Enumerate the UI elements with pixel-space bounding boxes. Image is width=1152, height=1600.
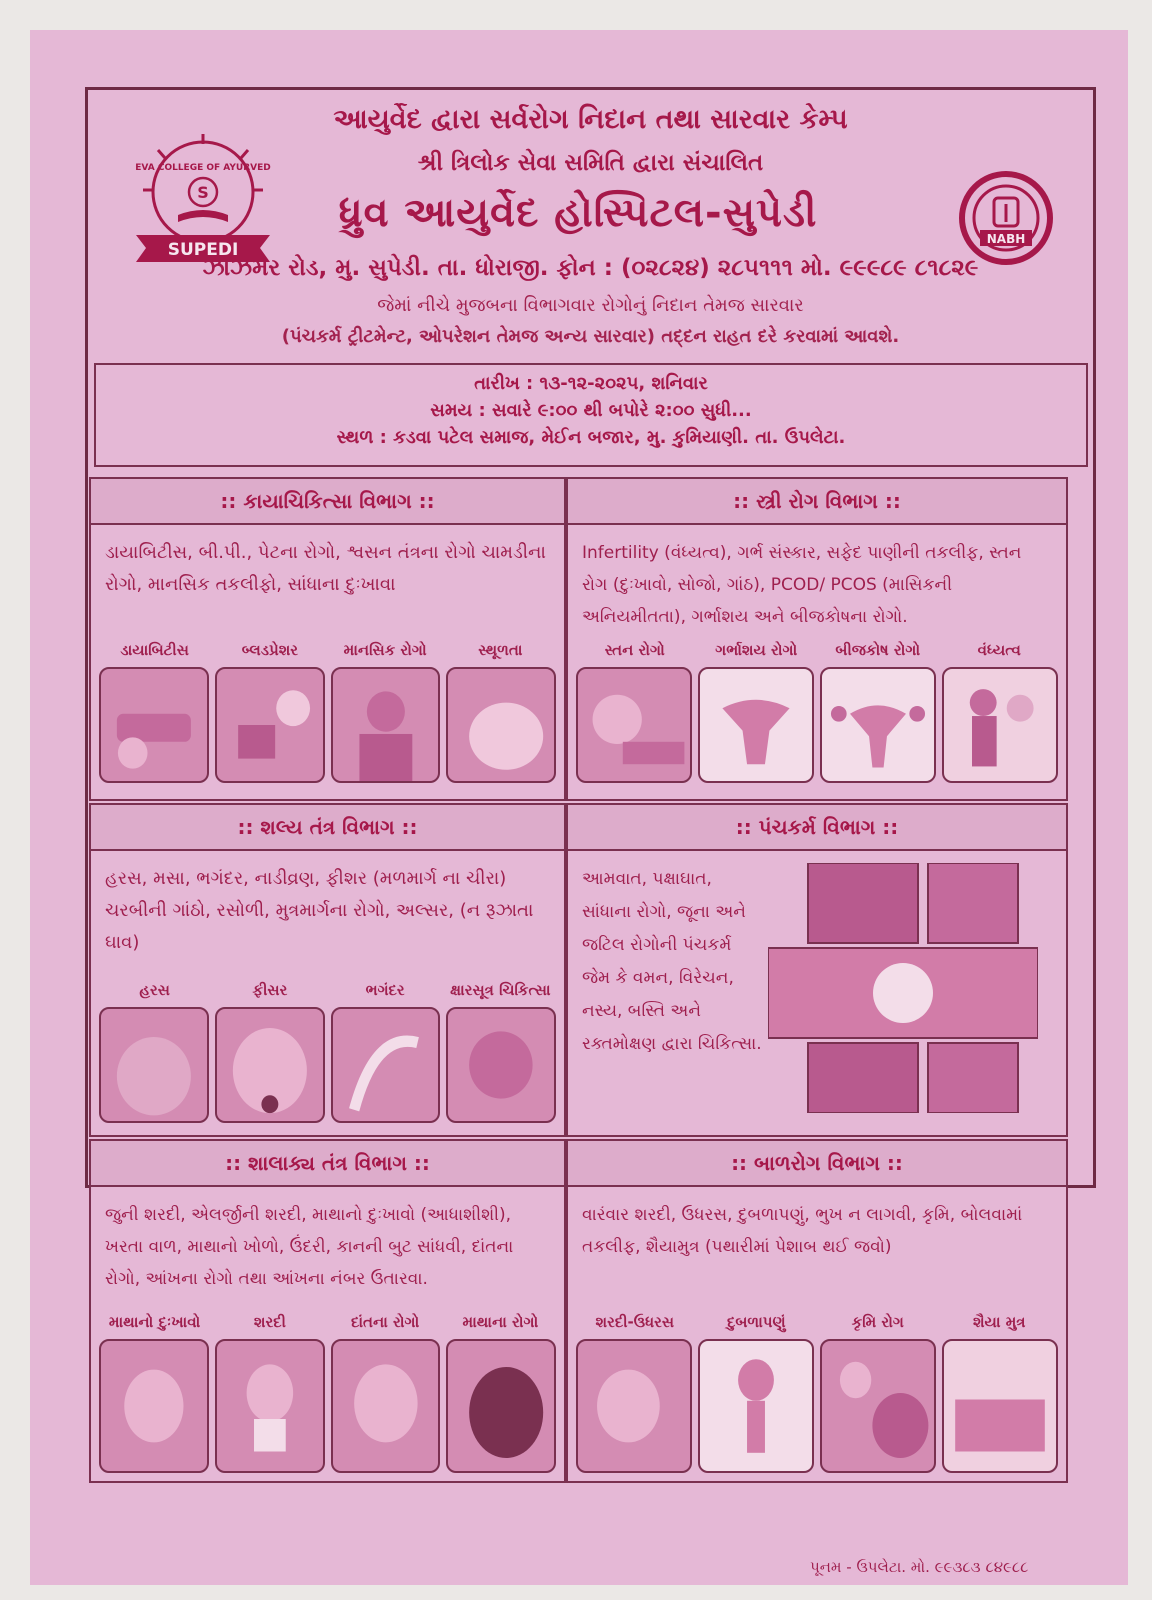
address-line: ઝાંઝમેર રોડ, મુ. સુપેડી. તા. ધોરાજી. ફોન : (૦૨૮૨૪) ૨૮૫૧૧૧ મો. ૯૯૯૮૯ ૮૧૮૨૯ [202,255,979,281]
label-ovary: બીજકોષ રોગો [835,641,921,659]
label-mental: માનસિક રોગો [343,641,427,659]
section-stri [566,477,1068,801]
label-cough: શરદી-ઉધરસ [595,1313,674,1331]
label-fissure: ફીસર [252,981,288,999]
college-name: SUPEDI [167,240,239,260]
worms-illustration [820,1339,936,1473]
section-balrog-labels [568,1313,1066,1331]
infertility-illustration [942,667,1058,783]
ksharsutra-illustration [446,1007,556,1123]
fistula-illustration [331,1007,441,1123]
printer-credit: પૂનમ - ઉપલેટા. મો. ૯૯૩૮૩ ૮૪૯૮૮ [810,1558,1029,1576]
breast-photo [576,667,692,783]
piles-illustration [99,1007,209,1123]
section-shalya-text: હરસ, મસા, ભગંદર, નાડીવ્રણ, ફીશર (મળમાર્ગ ના ચીરા) ચરબીની ગાંઠો, રસોળી, મુત્રમાર્ગના રોગો, અલ્સર, (ન રૂઝાતા ઘાવ) [105,868,534,953]
info-line-2: (પંચકર્મ ટ્રીટમેન્ટ, ઓપરેશન તેમજ અન્ય સારવાર) તદ્દન રાહત દરે કરવામાં આવશે. [281,326,900,347]
label-diabetes: ડાયાબિટીસ [120,641,189,659]
label-blood-pressure: બ્લડપ્રેશર [241,641,299,659]
organizer-line: શ્રી ત્રિલોક સેવા સમિતિ દ્વારા સંચાલિત [417,150,764,176]
section-shalakya-title: :: શાલાક્ય તંત્ર વિભાગ :: [91,1141,564,1187]
section-shalya [89,803,566,1137]
label-scalp: માથાના રોગો [462,1313,539,1331]
section-stri-text: Infertility (વંધ્યત્વ), ગર્ભ સંસ્કાર, સફેદ પાણીની તકલીફ, સ્તન રોગ (દુઃખાવો, સોજો, ગાંઠ), PCOD/ PCOS (માસિકની અનિયમીતતા), ગર્ભાશય અને બીજકોષના રોગો. [582,543,1022,627]
info-line-1: જેમાં નીચે મુજબના વિભાગવાર રોગોનું નિદાન તેમજ સારવાર [377,295,804,316]
label-infertility: વંધ્યત્વ [977,641,1021,659]
college-arc-text: EVA COLLEGE OF AYURVED [135,163,271,173]
headache-photo [99,1339,209,1473]
event-details-box [94,363,1088,467]
pamphlet-sheet [30,30,1128,1585]
panchakarma-collage [768,863,1038,1113]
section-panchakarma-title: :: પંચકર્મ વિભાગ :: [568,805,1066,851]
fissure-illustration [215,1007,325,1123]
label-breast: સ્તન રોગો [604,641,665,659]
toothache-photo [331,1339,441,1473]
college-logo [128,130,278,270]
section-kaya-title: :: કાયાચિકિત્સા વિભાગ :: [91,479,564,525]
nabh-logo [958,170,1054,266]
section-shalakya [89,1139,566,1483]
section-kaya-text: ડાયાબિટીસ, બી.પી., પેટના રોગો, શ્વસન તંત્રના રોગો ચામડીના રોગો, માનસિક તકલીફો, સાંધાના દુઃખાવા [105,542,546,595]
ovary-illustration [820,667,936,783]
label-headache: માથાનો દુઃખાવો [108,1313,201,1331]
section-kaya-labels [91,641,564,659]
label-teeth: દાંતના રોગો [350,1313,420,1331]
blood-pressure-photo [215,667,325,783]
section-shalya-title: :: શલ્ય તંત્ર વિભાગ :: [91,805,564,851]
cold-photo [215,1339,325,1473]
hospital-name: ધ્રુવ આયુર્વેદ હોસ્પિટલ-સુપેડી [338,190,818,236]
section-stri-labels [568,641,1066,659]
label-uterus: ગર્ભાશય રોગો [715,641,798,659]
event-date: તારીખ : ૧૩-૧૨-૨૦૨૫, શનિવાર [474,373,708,394]
section-shalya-labels [91,981,564,999]
label-bedwetting: શૈયા મુત્ર [972,1313,1026,1331]
event-time: સમય : સવારે ૯:૦૦ થી બપોરે ૨:૦૦ સુધી... [430,400,752,421]
camp-title: આયુર્વેદ દ્વારા સર્વરોગ નિદાન તથા સારવાર કેમ્પ [333,104,848,135]
uterus-illustration [698,667,814,783]
child-cough-photo [576,1339,692,1473]
section-panchakarma-text: આમવાત, પક્ષાઘાત, સાંધાના રોગો, જૂના અને જટિલ રોગોની પંચકર્મ જેમ કે વમન, વિરેચન, નસ્ય, બસ્તિ અને રક્તમોક્ષણ દ્વારા ચિકિત્સા. [582,869,762,1054]
svg-text:S: S [197,183,209,202]
mental-health-photo [331,667,441,783]
section-balrog [566,1139,1068,1483]
diabetes-photo [99,667,209,783]
weak-child-illustration [698,1339,814,1473]
label-ksharsutra: ક્ષારસૂત્ર ચિકિત્સા [450,981,551,999]
scalp-photo [446,1339,556,1473]
section-shalakya-labels [91,1313,564,1331]
nabh-text: NABH [986,232,1026,246]
label-cold: શરદી [253,1313,286,1331]
section-stri-title: :: સ્ત્રી રોગ વિભાગ :: [568,479,1066,525]
label-obesity: સ્થૂળતા [478,641,523,659]
label-piles: હરસ [139,981,170,999]
label-weakness: દુબળાપણું [726,1313,786,1331]
section-balrog-text: વારંવાર શરદી, ઉધરસ, દુબળાપણું, ભુખ ન લાગવી, કૃમિ, બોલવામાં તકલીફ, શૈયામુત્ર (પથારીમાં પેશાબ થઈ જવો) [582,1205,1023,1257]
section-panchakarma [566,803,1068,1137]
label-worms: કૃમિ રોગ [851,1313,904,1331]
bedwetting-illustration [942,1339,1058,1473]
event-place: સ્થળ : કડવા પટેલ સમાજ, મેઈન બજાર, મુ. કુમિયાણી. તા. ઉપલેટા. [336,427,846,448]
label-fistula: ભગંદર [365,981,405,999]
section-balrog-title: :: બાળરોગ વિભાગ :: [568,1141,1066,1187]
section-kaya [89,477,566,801]
obesity-photo [446,667,556,783]
section-shalakya-text: જુની શરદી, એલર્જીની શરદી, માથાનો દુઃખાવો (આધાશીશી), ખરતા વાળ, માથાનો ખોળો, ઉંદરી, કાનની બુટ સાંધવી, દાંતના રોગો, આંખના રોગો તથા આંખના નંબર ઉતારવા. [105,1205,514,1289]
